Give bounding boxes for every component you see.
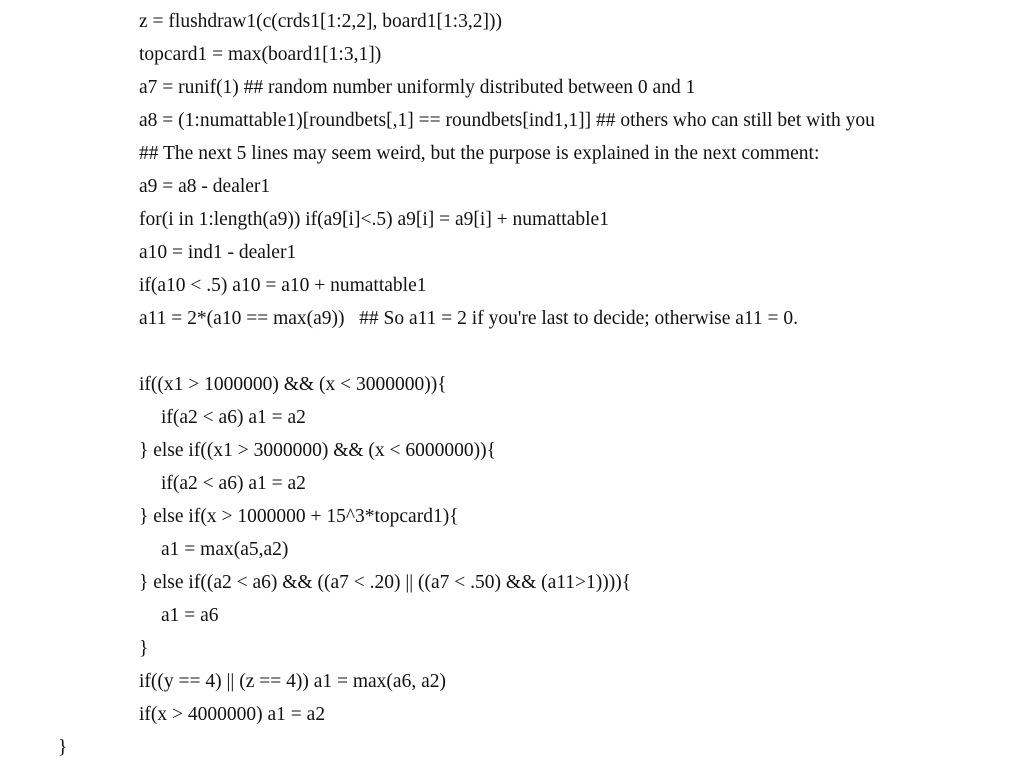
code-comment-line: ## The next 5 lines may seem weird, but the purpose is explained in the next comment: bbox=[139, 143, 820, 164]
code-line: if((x1 > 1000000) && (x < 3000000)){ bbox=[139, 374, 447, 395]
code-line: a9 = a8 - dealer1 bbox=[139, 176, 271, 197]
code-line: a11 = 2*(a10 == max(a9)) ## So a11 = 2 if you're last to decide; otherwise a11 = 0. bbox=[139, 308, 799, 329]
code-line: if(a10 < .5) a10 = a10 + numattable1 bbox=[139, 275, 427, 296]
code-line: if(a2 < a6) a1 = a2 bbox=[161, 473, 306, 494]
code-line: if(a2 < a6) a1 = a2 bbox=[161, 407, 306, 428]
code-line: a1 = a6 bbox=[161, 605, 219, 626]
code-line: a10 = ind1 - dealer1 bbox=[139, 242, 297, 263]
code-line: } else if((x1 > 3000000) && (x < 6000000)){ bbox=[139, 440, 496, 461]
code-line: topcard1 = max(board1[1:3,1]) bbox=[139, 44, 382, 65]
code-line: } else if((a2 < a6) && ((a7 < .20) || ((a7 < .50) && (a11>1)))){ bbox=[139, 572, 632, 593]
code-line: } else if(x > 1000000 + 15^3*topcard1){ bbox=[139, 506, 459, 527]
code-line: a7 = runif(1) ## random number uniformly distributed between 0 and 1 bbox=[139, 77, 696, 98]
code-line: a8 = (1:numattable1)[roundbets[,1] == roundbets[ind1,1]] ## others who can still bet with you bbox=[139, 110, 875, 131]
code-line: if((y == 4) || (z == 4)) a1 = max(a6, a2) bbox=[139, 671, 446, 692]
code-line: a1 = max(a5,a2) bbox=[161, 539, 289, 560]
code-line: for(i in 1:length(a9)) if(a9[i]<.5) a9[i] = a9[i] + numattable1 bbox=[139, 209, 609, 230]
code-line: } bbox=[139, 638, 149, 659]
code-line: if(x > 4000000) a1 = a2 bbox=[139, 704, 326, 725]
code-line: z = flushdraw1(c(crds1[1:2,2], board1[1:3,2])) bbox=[139, 11, 502, 32]
code-line: } bbox=[58, 737, 68, 758]
